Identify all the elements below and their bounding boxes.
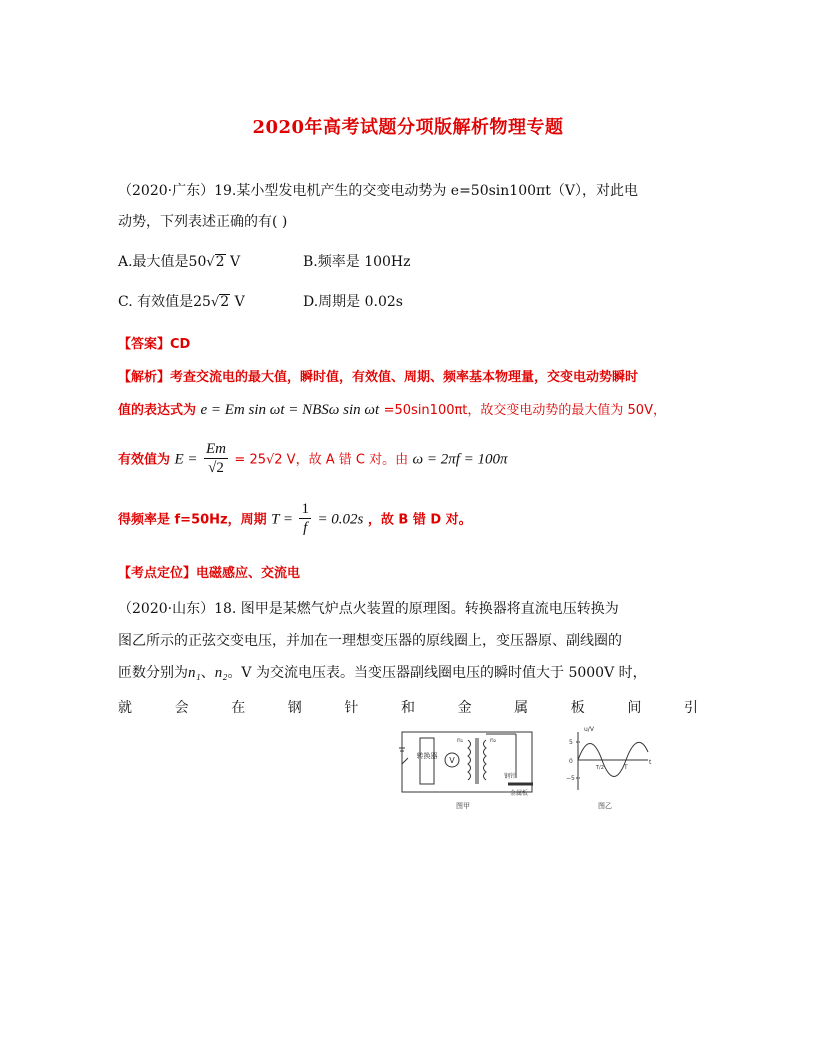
q18-stem-line1: （2020·山东）18. 图甲是某燃气炉点火装置的原理图。转换器将直流电压转换为 (118, 601, 619, 617)
svg-text:u/V: u/V (584, 726, 594, 733)
option-d: D.周期是 0.02s (303, 294, 403, 310)
svg-text:钢针: 钢针 (504, 773, 517, 780)
formula-emf: e = Em sin ωt = NBSω sin ωt (200, 402, 380, 418)
q19-stem-line2: 动势，下列表述正确的有( ) (118, 214, 288, 230)
svg-text:金属板: 金属板 (510, 790, 529, 797)
fraction-em-root2: $\frac{Em}{√2}$ (205, 441, 226, 476)
svg-text:n₁: n₁ (457, 737, 464, 744)
svg-text:0: 0 (569, 758, 573, 765)
option-c: C. 有效值是25√2 V (118, 294, 245, 310)
svg-text:t: t (649, 759, 652, 766)
caption-b: 图乙 (598, 802, 612, 810)
svg-text:−5: −5 (566, 775, 575, 782)
svg-text:T/2: T/2 (596, 765, 604, 771)
svg-text:T: T (624, 764, 628, 771)
topic: 【考点定位】电磁感应、交流电 (118, 566, 301, 581)
svg-text:n₂: n₂ (490, 737, 497, 744)
analysis-line2: 值的表达式为 e = Em sin ωt = NBSω sin ωt =50sin100πt，故交变电动势的最大值为 50V， (118, 402, 666, 418)
q18-stem-line2: 图乙所示的正弦交变电压，并加在一理想变压器的原线圈上，变压器原、副线圈的 (118, 633, 622, 649)
voltmeter-label: V (449, 756, 455, 765)
waveform-graph (576, 732, 648, 790)
analysis-line1: 【解析】考查交流电的最大值，瞬时值，有效值、周期、频率基本物理量，交变电动势瞬时 (118, 370, 639, 385)
option-b: B.频率是 100Hz (303, 254, 411, 270)
q19-stem-line1: （2020·广东）19.某小型发电机产生的交变电动势为 e=50sin100πt（V），对此电 (118, 183, 638, 199)
analysis-line4: 得频率是 f=50Hz，周期 T = $\frac{1}{f}$ = 0.02s ，故 B 错 D 对。 (118, 500, 472, 539)
q18-stem-line4: 就 会 在 钢 针 和 金 属 板 间 引 (118, 700, 698, 716)
analysis-line3: 有效值为 E = $\frac{Em}{√2}$ = 25√2 V，故 A 错 C 对。由 ω = 2πf = 100π (118, 440, 508, 479)
page-title: 2020年高考试题分项版解析物理专题 (252, 117, 564, 138)
answer: 【答案】CD (118, 337, 191, 352)
caption-a: 图甲 (456, 802, 470, 810)
circuit-diagram (399, 732, 533, 792)
converter-label: 转换器 (416, 752, 438, 760)
circuit-and-waveform-figure (398, 722, 653, 812)
svg-text:5: 5 (569, 739, 573, 746)
option-a: A.最大值是50√2 V (118, 254, 241, 270)
fraction-1-over-f: $\frac{1}{f}$ (301, 501, 309, 536)
q18-stem-line3: 匝数分别为n₁、n₂。V 为交流电压表。当变压器副线圈电压的瞬时值大于 5000V 时， (118, 665, 647, 681)
